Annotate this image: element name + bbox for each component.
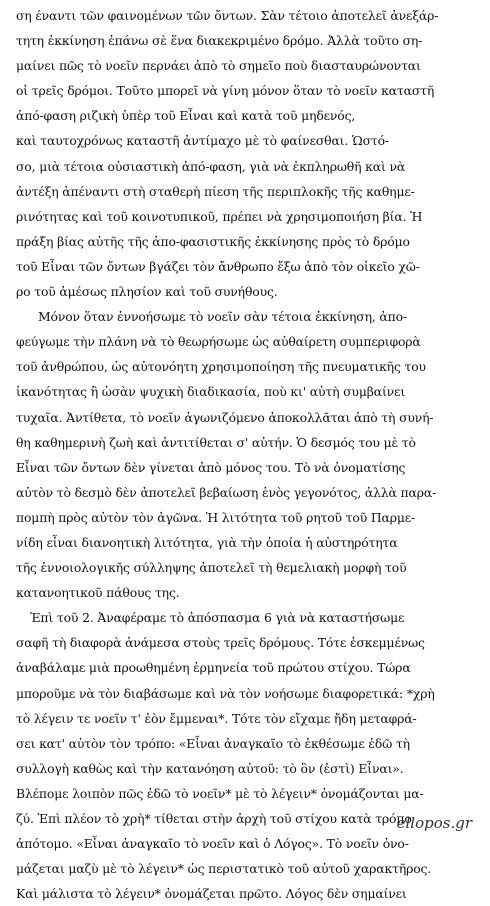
- text-line: τὸ λέγειν τε νοεῖν τ' ἐὸν ἔμμεναι*. Τότε τὸν εἴχαμε ἤδη μεταφρά-: [16, 710, 417, 726]
- text-line: αὐτὸν τὸ δεσμὸ δὲν ἀποτελεῖ βεβαίωση ἑνὸς γεγονότος, ἀλλὰ παρα-: [16, 484, 437, 500]
- text-line: μποροῦμε νὰ τὸν διαβάσωμε καὶ νὰ τὸν νοήσωμε διαφορετικά: *χρὴ: [16, 685, 435, 701]
- text-line: τοῦ Εἶναι τῶν ὄντων βγάζει τὸν ἄνθρωπο ἔξω ἀπὸ τὸν οἰκεῖο χῶ-: [16, 258, 420, 274]
- text-line: ἀναβάλαμε μιὰ προωθημένη ἑρμηνεία τοῦ πρώτου στίχου. Τώρα: [16, 660, 411, 676]
- text-line: Ἐπὶ τοῦ 2. Ἀναφέραμε τὸ ἀπόσπασμα 6 γιὰ νὰ καταστήσωμε: [30, 610, 405, 626]
- text-line: ἀντέξη ἀπέναντι στὴ σταθερὴ πίεση τῆς περιπλοκῆς τῆς καθημε-: [16, 183, 415, 199]
- text-line: σαφῆ τὴ διαφορὰ ἀνάμεσα στοὺς τρεῖς δρόμους. Τότε ἐσκεμμένως: [16, 635, 425, 651]
- text-line: ρινότητας καὶ τοῦ κοινοτυπικοῦ, πρέπει νὰ χρησιμοποιήση βία. Ἡ: [16, 208, 423, 224]
- text-line: σο, μιὰ τέτοια οὐσιαστικὴ ἀπό-φαση, γιὰ νὰ ἐκπληρωθῆ καὶ νὰ: [16, 158, 406, 174]
- paragraph-3: [0, 605, 490, 906]
- text-line: Βλέπομε λοιπὸν πῶς ἐδῶ τὸ νοεῖν* μὲ τὸ λέγειν* ὀνομάζονται μα-: [16, 785, 424, 801]
- text-line: πομπὴ πρὸς αὐτὸν τὸν ἀγῶνα. Ἡ λιτότητα τοῦ ρητοῦ τοῦ Παρμε-: [16, 509, 416, 525]
- text-line: τυχαῖα. Ἀντίθετα, τὸ νοεῖν ἀγωνιζόμενο ἀποκολλᾶται ἀπὸ τὴ συνή-: [16, 409, 434, 425]
- text-line: σει κατ' αὐτὸν τὸν τρόπο: «Εἶναι ἀναγκαῖο τὸ ἐκθέσωμε ἐδῶ τὴ: [16, 735, 410, 751]
- text-line: φεύγωμε τὴν πλάνη νὰ τὸ θεωρήσωμε ὡς αὐθαίρετη συμπεριφορὰ: [16, 334, 421, 350]
- text-line: ἀπό-φαση ριζικὴ ὑπὲρ τοῦ Εἶναι καὶ κατὰ τοῦ μηδενός,: [16, 108, 356, 124]
- text-line: τῆς ἐννοιολογικῆς σύλληψης ἀποτελεῖ τὴ θεμελιακὴ μορφὴ τοῦ: [16, 560, 407, 576]
- paragraph-2: [0, 304, 490, 605]
- text-line: Εἶναι τῶν ὄντων δὲν γίνεται ἀπὸ μόνος του. Τὸ νὰ ὀνοματίσης: [16, 459, 406, 475]
- text-line: τοῦ ἀνθρώπου, ὡς αὐτονόητη χρησιμοποίηση τῆς πνευματικῆς του: [16, 359, 426, 375]
- text-line: ἱκανότητας ἢ ὡσὰν ψυχικὴ διαδικασία, ποὺ κι' αὐτὴ συμβαίνει: [16, 384, 406, 400]
- text-line: θη καθημερινὴ ζωὴ καὶ ἀντιτίθεται σ' αὐτήν. Ὁ δεσμός του μὲ τὸ: [16, 434, 416, 450]
- paragraph-1: [0, 3, 490, 304]
- text-line: ση έναντι τῶν φαινομένων τῶν ὄντων. Σὰν τέτοιο ἀποτελεῖ ἀνεξάρ-: [16, 8, 439, 23]
- text-line: καὶ ταυτοχρόνως καταστῆ ἀντίμαχο μὲ τὸ φαίνεσθαι. Ὡστό-: [16, 133, 389, 149]
- text-line: κατανοητικοῦ πάθους της.: [16, 585, 180, 601]
- text-line: Καὶ μάλιστα τὸ λέγειν* ὀνομάζεται πρῶτο. Λόγος δὲν σημαίνει: [16, 886, 407, 902]
- text-line: μαίνει πῶς τὸ νοεῖν περνάει ἀπὸ τὸ σημεῖο ποὺ διασταυρώνονται: [16, 58, 421, 74]
- text-line: νίδη εἶναι διανοητικὴ λιτότητα, γιὰ τὴν ὁποία ἡ αὐστηρότητα: [16, 534, 398, 550]
- text-line: ζύ. Ἐπὶ πλέον τὸ χρὴ* τίθεται στὴν ἀρχὴ τοῦ στίχου κατὰ τρόπο: [16, 811, 412, 826]
- text-line: τητη ἐκκίνηση ἐπάνω σὲ ἕνα διακεκριμένο δρόμο. Ἀλλὰ τοῦτο ση-: [16, 33, 423, 49]
- text-line: ἀπότομο. «Εἶναι ἀναγκαῖο τὸ νοεῖν καὶ ὁ Λόγος». Τὸ νοεῖν ὀνο-: [16, 836, 409, 852]
- text-line: οἱ τρεῖς δρόμοι. Τοῦτο μπορεῖ νὰ γίνη μόνον ὅταν τὸ νοεῖν καταστῆ: [16, 83, 435, 99]
- text-line: συλλογὴ καθὼς καὶ τὴν κατανόηση αὐτοῦ: τὸ ὂν (ἐστὶ) Εἶναι».: [16, 760, 404, 776]
- text-page: [0, 3, 490, 906]
- text-line: Μόνον ὅταν ἐννοήσωμε τὸ νοεῖν σὰν τέτοια ἐκκίνηση, ἀπο-: [38, 309, 407, 325]
- text-line: πράξη βίας αὐτῆς τῆς ἀπο-φασιστικῆς ἐκκίνησης πρὸς τὸ δρόμο: [16, 233, 410, 249]
- site-watermark: ellopos.gr: [396, 814, 472, 832]
- text-line: ρο τοῦ ἀμέσως πλησίον καὶ τοῦ συνήθους.: [16, 284, 278, 300]
- text-line: μάζεται μαζὺ μὲ τὸ λέγειν* ὡς περιστατικὸ τοῦ αὐτοῦ χαρακτῆρος.: [16, 861, 432, 877]
